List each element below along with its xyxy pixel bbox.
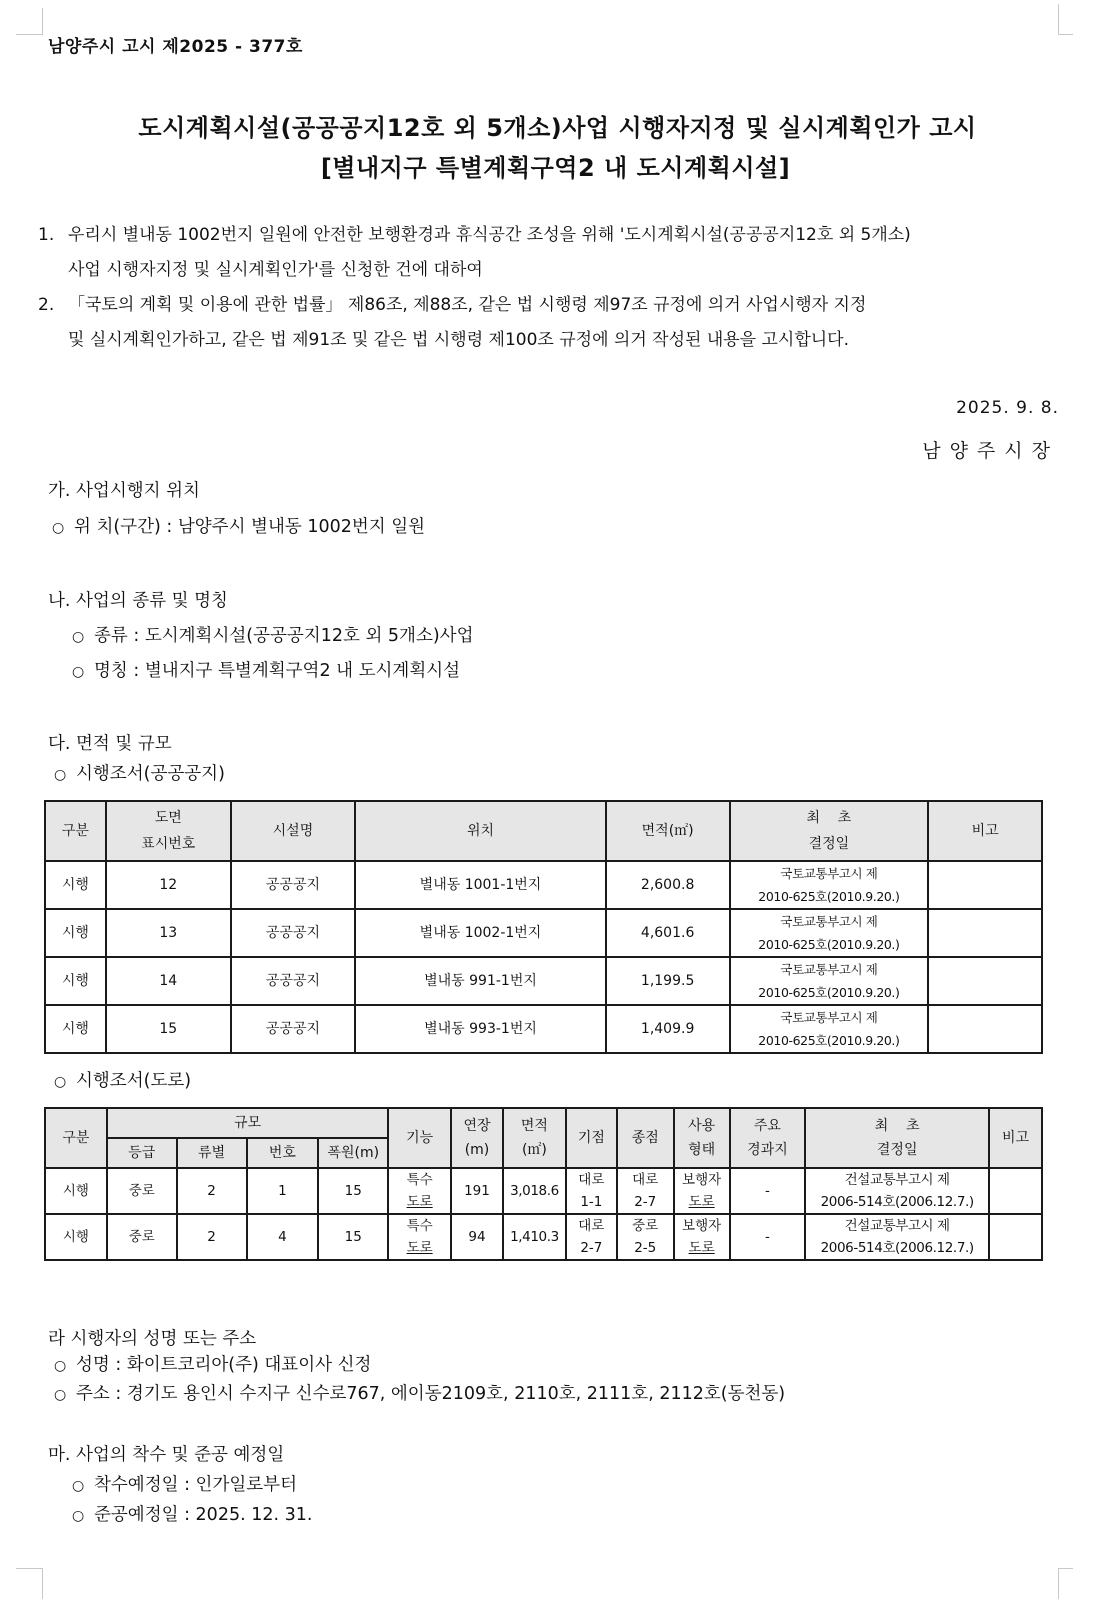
header-map-number: 도면 표시번호	[106, 801, 231, 861]
cell-gubun: 시행	[45, 861, 106, 909]
cell-remark	[989, 1168, 1042, 1214]
cell-class: 2	[177, 1168, 247, 1214]
list-item-text: 준공예정일 : 2025. 12. 31.	[94, 1505, 313, 1525]
list-item	[72, 657, 460, 682]
table-header-row	[45, 1108, 1042, 1138]
caption-text: 시행조서(공공공지)	[76, 764, 225, 784]
cell-facility: 공공공지	[231, 1005, 356, 1053]
cell-grade: 중로	[107, 1168, 177, 1214]
cell-map-number: 13	[106, 909, 231, 957]
notice-number: 남양주시 고시 제2025 - 377호	[48, 37, 303, 57]
cell-map-number: 14	[106, 957, 231, 1005]
header-area: 면적 (㎡)	[503, 1108, 566, 1168]
table-row	[45, 909, 1042, 957]
cell-location: 별내동 1001-1번지	[355, 861, 605, 909]
header-area: 면적(㎡)	[606, 801, 730, 861]
cell-location: 별내동 993-1번지	[355, 1005, 605, 1053]
cell-end-point: 대로 2-7	[617, 1168, 674, 1214]
table-header-row	[45, 801, 1042, 861]
table-row	[45, 861, 1042, 909]
list-item-text: 명칭 : 별내지구 특별계획구역2 내 도시계획시설	[94, 661, 461, 681]
paragraph-number: 1.	[38, 225, 55, 245]
cell-area: 4,601.6	[606, 909, 730, 957]
paragraph-text: 「국토의 계획 및 이용에 관한 법률」 제86조, 제88조, 같은 법 시행령 제97조 규정에 의거 사업시행자 지정	[68, 295, 867, 315]
cell-class: 2	[177, 1214, 247, 1260]
cell-decision-date: 건설교통부고시 제 2006-514호(2006.12.7.)	[805, 1168, 989, 1214]
caption-text: 시행조서(도로)	[76, 1071, 192, 1091]
cell-decision-date: 건설교통부고시 제 2006-514호(2006.12.7.)	[805, 1214, 989, 1260]
cell-function: 특수 도로	[388, 1214, 451, 1260]
cell-gubun: 시행	[45, 909, 106, 957]
header-usage-type: 사용 형태	[674, 1108, 730, 1168]
public-space-table	[44, 800, 1043, 1054]
cell-number: 1	[247, 1168, 319, 1214]
cell-location: 별내동 1002-1번지	[355, 909, 605, 957]
section-heading-ga: 가. 사업시행지 위치	[48, 481, 200, 501]
header-start-point: 기점	[566, 1108, 617, 1168]
cell-grade: 중로	[107, 1214, 177, 1260]
cell-gubun: 시행	[45, 1214, 107, 1260]
cell-decision-date: 국토교통부고시 제 2010-625호(2010.9.20.)	[730, 957, 929, 1005]
header-gubun: 구분	[45, 801, 106, 861]
header-decision-date: 최 초 결정일	[730, 801, 929, 861]
document-title-line2: [별내지구 특별계획구역2 내 도시계획시설]	[320, 154, 791, 182]
list-item-text: 성명 : 화이트코리아(주) 대표이사 신정	[76, 1355, 372, 1375]
bullet-circle-icon: ○	[54, 767, 67, 783]
table-caption-public-space	[54, 760, 225, 785]
cell-facility: 공공공지	[231, 909, 356, 957]
list-item-text: 종류 : 도시계획시설(공공공지12호 외 5개소)사업	[94, 626, 474, 646]
cell-area: 2,600.8	[606, 861, 730, 909]
cell-number: 4	[247, 1214, 319, 1260]
paragraph-2	[38, 288, 1068, 358]
cell-decision-date: 국토교통부고시 제 2010-625호(2010.9.20.)	[730, 909, 929, 957]
cell-location: 별내동 991-1번지	[355, 957, 605, 1005]
table-row	[45, 1005, 1042, 1053]
page-corner-mark-top-right	[1058, 4, 1073, 35]
header-function: 기능	[388, 1108, 451, 1168]
header-decision-date: 최 초 결정일	[805, 1108, 989, 1168]
cell-usage-type: 보행자 도로	[674, 1168, 730, 1214]
bullet-circle-icon: ○	[72, 1478, 85, 1494]
header-remark: 비고	[989, 1108, 1042, 1168]
page-corner-mark-bottom-left	[16, 1568, 43, 1599]
list-item	[54, 1380, 785, 1405]
road-table	[44, 1107, 1043, 1261]
cell-gubun: 시행	[45, 1168, 107, 1214]
header-facility: 시설명	[231, 801, 356, 861]
bullet-circle-icon: ○	[54, 1074, 67, 1090]
list-item	[72, 1501, 312, 1526]
cell-function: 특수 도로	[388, 1168, 451, 1214]
table-row	[45, 1168, 1042, 1214]
list-item	[72, 1471, 297, 1496]
header-width: 폭원(m)	[318, 1138, 388, 1168]
paragraph-text: 우리시 별내동 1002번지 일원에 안전한 보행환경과 휴식공간 조성을 위해 '도시계획시설(공공공지12호 외 5개소)	[68, 225, 911, 245]
table-row	[45, 957, 1042, 1005]
paragraph-number: 2.	[38, 295, 55, 315]
cell-main-via: -	[730, 1168, 806, 1214]
header-main-via: 주요 경과지	[730, 1108, 806, 1168]
header-location: 위치	[355, 801, 605, 861]
signer-name: 남양주시장	[922, 440, 1059, 462]
cell-facility: 공공공지	[231, 957, 356, 1005]
cell-remark	[928, 1005, 1042, 1053]
header-class: 류별	[177, 1138, 247, 1168]
section-heading-na: 나. 사업의 종류 및 명칭	[48, 591, 228, 611]
cell-start-point: 대로 2-7	[566, 1214, 617, 1260]
cell-remark	[928, 957, 1042, 1005]
cell-gubun: 시행	[45, 957, 106, 1005]
table-caption-road	[54, 1067, 191, 1092]
paragraph-text: 사업 시행자지정 및 실시계획인가'를 신청한 건에 대하여	[68, 260, 483, 280]
list-item-text: 위 치(구간) : 남양주시 별내동 1002번지 일원	[74, 517, 426, 537]
section-heading-ma: 마. 사업의 착수 및 준공 예정일	[48, 1445, 285, 1465]
cell-remark	[928, 909, 1042, 957]
table-row	[45, 1214, 1042, 1260]
list-item	[52, 513, 425, 538]
list-item-text: 주소 : 경기도 용인시 수지구 신수로767, 에이동2109호, 2110호, 2111호, 2112호(동천동)	[76, 1384, 786, 1404]
cell-end-point: 중로 2-5	[617, 1214, 674, 1260]
header-end-point: 종점	[617, 1108, 674, 1168]
section-heading-ra: 라 시행자의 성명 또는 주소	[48, 1329, 257, 1349]
section-heading-da: 다. 면적 및 규모	[48, 734, 172, 754]
document-title-line1: 도시계획시설(공공공지12호 외 5개소)사업 시행자지정 및 실시계획인가 고시	[138, 114, 977, 142]
page-corner-mark-bottom-right	[1058, 1568, 1073, 1599]
list-item	[72, 622, 474, 647]
cell-map-number: 15	[106, 1005, 231, 1053]
cell-main-via: -	[730, 1214, 806, 1260]
list-item-text: 착수예정일 : 인가일로부터	[94, 1475, 297, 1495]
paragraph-text: 및 실시계획인가하고, 같은 법 제91조 및 같은 법 시행령 제100조 규정에 의거 작성된 내용을 고시합니다.	[68, 330, 849, 350]
bullet-circle-icon: ○	[54, 1358, 67, 1374]
cell-length: 94	[451, 1214, 503, 1260]
header-number: 번호	[247, 1138, 319, 1168]
cell-usage-type: 보행자 도로	[674, 1214, 730, 1260]
bullet-circle-icon: ○	[52, 520, 65, 536]
cell-gubun: 시행	[45, 1005, 106, 1053]
cell-remark	[928, 861, 1042, 909]
header-remark: 비고	[928, 801, 1042, 861]
list-item	[54, 1351, 371, 1376]
header-scale: 규모	[107, 1108, 388, 1138]
cell-width: 15	[318, 1214, 388, 1260]
bullet-circle-icon: ○	[54, 1387, 67, 1403]
bullet-circle-icon: ○	[72, 664, 85, 680]
cell-area: 1,410.3	[503, 1214, 566, 1260]
cell-area: 1,409.9	[606, 1005, 730, 1053]
cell-facility: 공공공지	[231, 861, 356, 909]
page-corner-mark-top-left	[16, 8, 43, 35]
paragraph-1	[38, 218, 1068, 288]
header-length: 연장 (m)	[451, 1108, 503, 1168]
header-grade: 등급	[107, 1138, 177, 1168]
cell-decision-date: 국토교통부고시 제 2010-625호(2010.9.20.)	[730, 861, 929, 909]
notice-date: 2025. 9. 8.	[956, 398, 1059, 418]
cell-area: 1,199.5	[606, 957, 730, 1005]
cell-start-point: 대로 1-1	[566, 1168, 617, 1214]
bullet-circle-icon: ○	[72, 629, 85, 645]
cell-area: 3,018.6	[503, 1168, 566, 1214]
cell-remark	[989, 1214, 1042, 1260]
cell-map-number: 12	[106, 861, 231, 909]
header-gubun: 구분	[45, 1108, 107, 1168]
cell-width: 15	[318, 1168, 388, 1214]
cell-decision-date: 국토교통부고시 제 2010-625호(2010.9.20.)	[730, 1005, 929, 1053]
bullet-circle-icon: ○	[72, 1508, 85, 1524]
cell-length: 191	[451, 1168, 503, 1214]
